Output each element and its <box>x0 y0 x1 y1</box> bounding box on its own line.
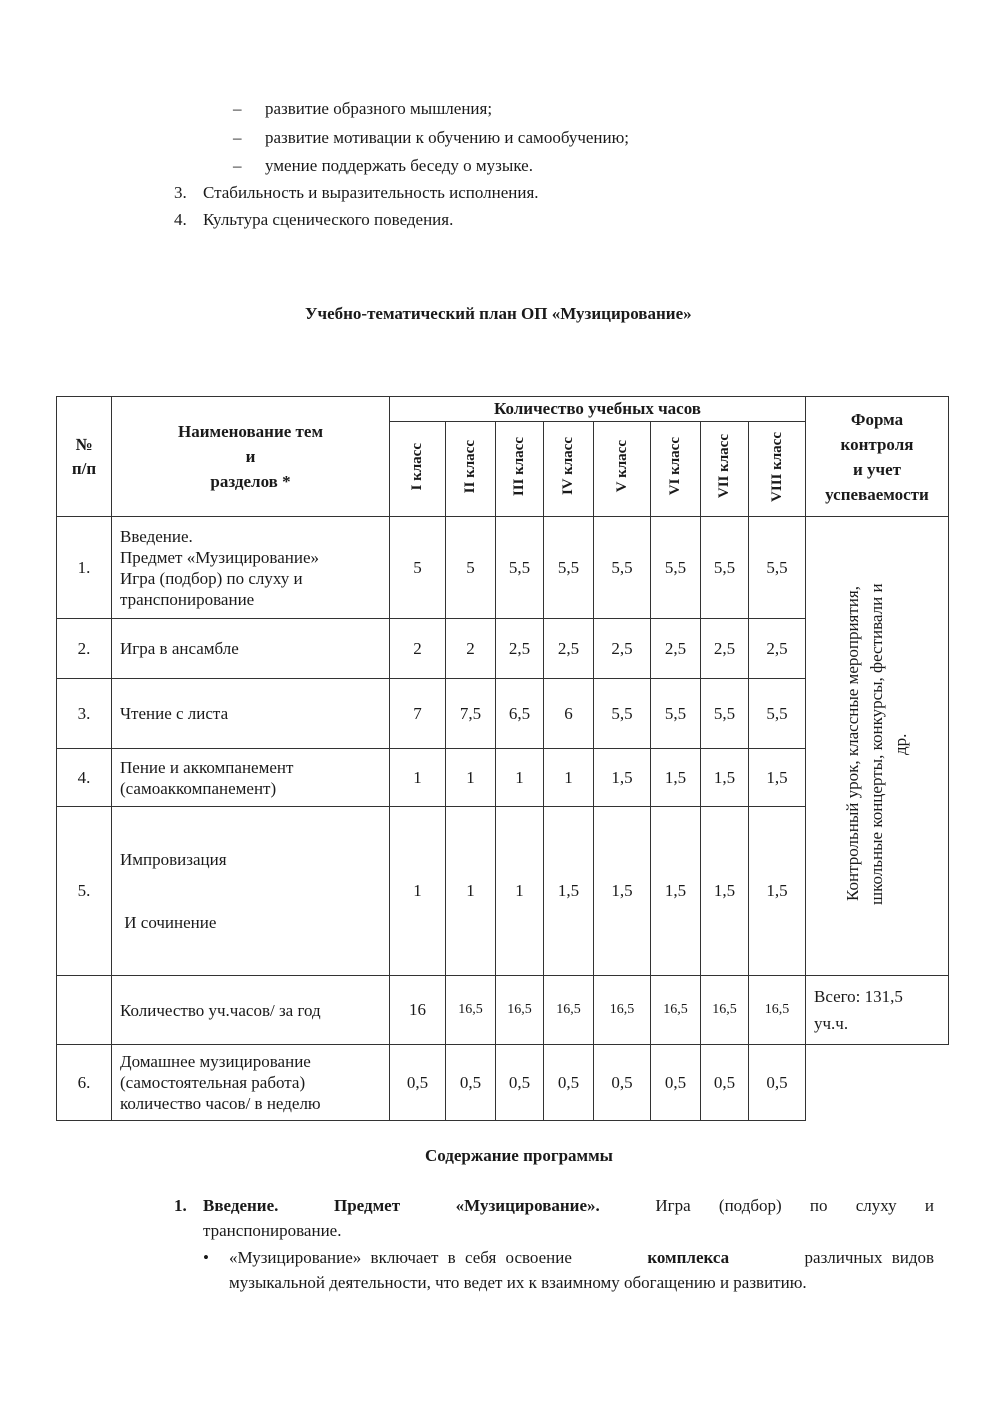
grade-header: IV класс <box>544 422 594 517</box>
row-value: 1 <box>446 807 496 976</box>
row-value: 2,5 <box>651 619 701 679</box>
header-num-line: п/п <box>71 458 97 478</box>
bullet-text: различных видов <box>804 1248 934 1267</box>
row-value: 7,5 <box>446 679 496 749</box>
row-num: 2. <box>57 619 112 679</box>
row-value: 5,5 <box>544 517 594 619</box>
row-value: 7 <box>390 679 446 749</box>
total-value: 16,5 <box>594 976 651 1045</box>
row-name-line: Домашнее музицирование <box>120 1052 311 1071</box>
row-value: 5,5 <box>651 679 701 749</box>
row-name-line: количество часов/ в неделю <box>120 1094 321 1113</box>
row-value: 5,5 <box>701 517 749 619</box>
dash-marker: – <box>233 128 242 147</box>
home-row <box>57 1045 949 1121</box>
header-name-line: и <box>245 447 256 466</box>
row-value: 0,5 <box>701 1045 749 1121</box>
grade-header: III класс <box>496 422 544 517</box>
header-forma <box>806 397 949 517</box>
row-value: 5,5 <box>749 679 806 749</box>
row-name <box>112 1045 390 1121</box>
row-value: 5,5 <box>496 517 544 619</box>
row-name <box>112 517 390 619</box>
numbered-item-text: Стабильность и выразительность исполнения. <box>203 183 539 202</box>
row-name-line: (самоаккомпанемент) <box>120 778 277 798</box>
dash-marker: – <box>233 99 242 118</box>
header-name <box>112 397 390 517</box>
numbered-item-number: 4. <box>174 210 187 229</box>
total-value: 16,5 <box>749 976 806 1045</box>
row-value: 1,5 <box>749 807 806 976</box>
grade-header: I класс <box>390 422 446 517</box>
row-value: 1,5 <box>594 807 651 976</box>
total-value: 16,5 <box>446 976 496 1045</box>
row-name-line: Игра в ансамбле <box>120 639 239 658</box>
header-num <box>57 397 112 517</box>
header-name-line: разделов * <box>210 472 291 491</box>
row-value: 2,5 <box>496 619 544 679</box>
row-name <box>112 619 390 679</box>
grade-header: II класс <box>446 422 496 517</box>
dash-item: развитие мотивации к обучению и самообучению; <box>265 128 630 147</box>
total-value: 16,5 <box>544 976 594 1045</box>
dash-item: развитие образного мышления; <box>265 99 493 118</box>
bullet-text: «Музицирование» включает в себя освоение <box>229 1248 572 1267</box>
content-bullet <box>203 1245 934 1295</box>
row-value: 2,5 <box>544 619 594 679</box>
row-name-line: (самостоятельная работа) <box>120 1073 306 1092</box>
row-num: 3. <box>57 679 112 749</box>
content-text: Игра (подбор) по слуху и <box>655 1196 934 1215</box>
content-item-number: 1. <box>174 1196 187 1215</box>
content-title: Содержание программы <box>425 1146 613 1165</box>
dash-item: умение поддержать беседу о музыке. <box>265 156 533 175</box>
row-value: 1 <box>496 807 544 976</box>
grade-header: VI класс <box>651 422 701 517</box>
row-value: 1,5 <box>651 807 701 976</box>
row-value: 6 <box>544 679 594 749</box>
plan-title: Учебно-тематический план ОП «Музицирование» <box>305 304 692 323</box>
content-bold: «Музицирование». <box>455 1196 600 1215</box>
row-num: 6. <box>57 1045 112 1121</box>
row-value: 1 <box>496 749 544 807</box>
empty-cell <box>806 1045 949 1121</box>
total-row <box>57 976 949 1045</box>
forma-cell <box>806 517 949 976</box>
total-value: 16 <box>390 976 446 1045</box>
row-name-line: Чтение с листа <box>120 704 229 723</box>
header-forma-line: и учет <box>852 459 902 479</box>
row-value: 5,5 <box>594 517 651 619</box>
row-num: 5. <box>57 807 112 976</box>
row-value: 6,5 <box>496 679 544 749</box>
header-hours: Количество учебных часов <box>390 397 806 422</box>
row-value: 2,5 <box>749 619 806 679</box>
row-value: 0,5 <box>544 1045 594 1121</box>
row-name-line: Импровизация <box>120 850 227 869</box>
row-value: 0,5 <box>446 1045 496 1121</box>
header-num-line: № <box>75 434 93 454</box>
row-value: 0,5 <box>594 1045 651 1121</box>
row-value: 1 <box>446 749 496 807</box>
bullet-icon: • <box>203 1248 209 1267</box>
content-item-line2: транспонирование. <box>203 1221 342 1240</box>
row-value: 5,5 <box>701 679 749 749</box>
row-num: 1. <box>57 517 112 619</box>
row-value: 5,5 <box>594 679 651 749</box>
content-item-1 <box>174 1193 934 1243</box>
content-bold: Предмет <box>333 1196 401 1215</box>
row-name <box>112 679 390 749</box>
row-value: 1 <box>390 749 446 807</box>
total-value: 16,5 <box>701 976 749 1045</box>
row-name-line: Предмет «Музицирование» <box>120 547 320 567</box>
bullet-bold: комплекса <box>647 1248 730 1267</box>
row-value: 2,5 <box>594 619 651 679</box>
total-num <box>57 976 112 1045</box>
row-value: 2 <box>390 619 446 679</box>
row-value: 5,5 <box>651 517 701 619</box>
row-value: 0,5 <box>749 1045 806 1121</box>
row-value: 1 <box>544 749 594 807</box>
table-row <box>57 517 949 619</box>
row-name-line: Пение и аккомпанемент <box>120 757 294 777</box>
header-forma-line: контроля <box>840 434 914 454</box>
total-name: Количество уч.часов/ за год <box>112 976 390 1045</box>
row-name-line: Введение. <box>120 526 193 546</box>
row-value: 1,5 <box>651 749 701 807</box>
plan-table <box>56 396 949 1121</box>
row-value: 1 <box>390 807 446 976</box>
row-value: 1,5 <box>594 749 651 807</box>
row-name-line: Игра (подбор) по слуху и <box>120 568 303 588</box>
header-row <box>57 397 949 422</box>
row-name <box>112 749 390 807</box>
numbered-item-text: Культура сценического поведения. <box>203 210 454 229</box>
numbered-item-number: 3. <box>174 183 187 202</box>
forma-text: Контрольный урок, классные мероприятия, школьные концерты, конкурсы, фестивали и др. <box>843 582 910 905</box>
row-value: 1,5 <box>749 749 806 807</box>
header-forma-line: Форма <box>850 409 904 429</box>
grade-header: VII класс <box>701 422 749 517</box>
header-forma-line: успеваемости <box>825 484 929 504</box>
row-value: 2,5 <box>701 619 749 679</box>
bullet-line <box>229 1245 934 1270</box>
row-value: 5 <box>446 517 496 619</box>
row-value: 1,5 <box>701 749 749 807</box>
bullet-line2: музыкальной деятельности, что ведет их к взаимному обогащению и развитию. <box>229 1273 807 1292</box>
row-value: 1,5 <box>544 807 594 976</box>
row-value: 0,5 <box>651 1045 701 1121</box>
row-value: 5 <box>390 517 446 619</box>
row-value: 0,5 <box>496 1045 544 1121</box>
grade-header: VIII класс <box>749 422 806 517</box>
dash-marker: – <box>233 156 242 175</box>
content-item-line <box>203 1193 934 1218</box>
row-value: 0,5 <box>390 1045 446 1121</box>
row-value: 2 <box>446 619 496 679</box>
grade-header: V класс <box>594 422 651 517</box>
content-bold: Введение. <box>203 1196 279 1215</box>
row-num: 4. <box>57 749 112 807</box>
row-name <box>112 807 390 976</box>
total-all: Всего: 131,5 уч.ч. <box>806 976 949 1045</box>
row-value: 5,5 <box>749 517 806 619</box>
row-name-line: транспонирование <box>120 589 255 609</box>
header-name-line: Наименование тем <box>177 422 324 441</box>
total-value: 16,5 <box>651 976 701 1045</box>
row-name-line: И сочинение <box>120 913 217 932</box>
total-value: 16,5 <box>496 976 544 1045</box>
row-value: 1,5 <box>701 807 749 976</box>
